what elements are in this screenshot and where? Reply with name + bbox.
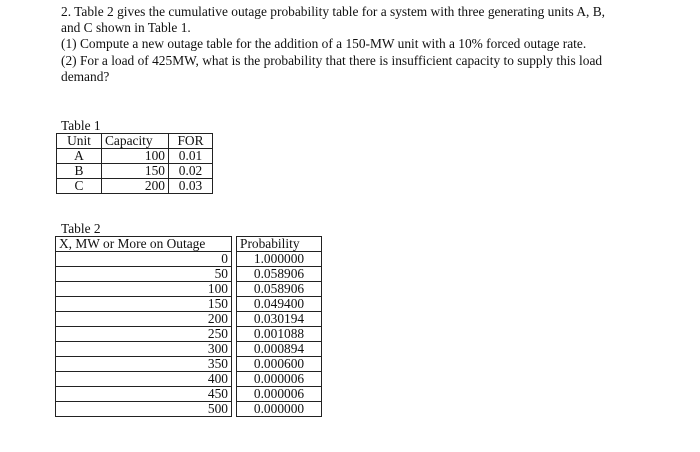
table2-cell-outage: 450 bbox=[56, 387, 232, 402]
table-row bbox=[56, 342, 322, 357]
table1-cell-capacity: 200 bbox=[102, 179, 169, 194]
table2-header-probability: Probability bbox=[237, 237, 322, 252]
table2-cell-probability: 0.000006 bbox=[237, 372, 322, 387]
table-row bbox=[56, 312, 322, 327]
table-row bbox=[56, 387, 322, 402]
table1-cell-for: 0.01 bbox=[169, 149, 213, 164]
table-row bbox=[56, 402, 322, 417]
table2-cell-probability: 0.049400 bbox=[237, 297, 322, 312]
table2-cell-outage: 0 bbox=[56, 252, 232, 267]
table2-cell-outage: 250 bbox=[56, 327, 232, 342]
table2-cell-outage: 300 bbox=[56, 342, 232, 357]
table1-header-row bbox=[57, 134, 213, 149]
table2-cell-probability: 0.058906 bbox=[237, 267, 322, 282]
table-row bbox=[56, 327, 322, 342]
table1-cell-unit: A bbox=[57, 149, 102, 164]
table2-cell-outage: 150 bbox=[56, 297, 232, 312]
table1-cell-unit: C bbox=[57, 179, 102, 194]
table2-cell-outage: 350 bbox=[56, 357, 232, 372]
table2-header-row bbox=[56, 237, 322, 252]
table-row bbox=[56, 357, 322, 372]
table1-header-unit: Unit bbox=[57, 134, 102, 149]
table-row bbox=[57, 149, 213, 164]
table-1 bbox=[56, 133, 213, 194]
table2-cell-outage: 50 bbox=[56, 267, 232, 282]
table-row bbox=[56, 267, 322, 282]
table1-cell-for: 0.03 bbox=[169, 179, 213, 194]
table2-cell-outage: 500 bbox=[56, 402, 232, 417]
table2-cell-probability: 0.058906 bbox=[237, 282, 322, 297]
table2-cell-probability: 1.000000 bbox=[237, 252, 322, 267]
table-row bbox=[56, 297, 322, 312]
table2-caption: Table 2 bbox=[61, 221, 101, 236]
table1-header-capacity: Capacity bbox=[102, 134, 169, 149]
table2-cell-probability: 0.000000 bbox=[237, 402, 322, 417]
table2-cell-probability: 0.000894 bbox=[237, 342, 322, 357]
table2-cell-probability: 0.030194 bbox=[237, 312, 322, 327]
table2-cell-probability: 0.000006 bbox=[237, 387, 322, 402]
table-row bbox=[57, 179, 213, 194]
table1-cell-for: 0.02 bbox=[169, 164, 213, 179]
problem-part-2: (2) For a load of 425MW, what is the probability that there is insufficient capacity to supply this load demand? bbox=[61, 52, 603, 84]
table1-header-for: FOR bbox=[169, 134, 213, 149]
table-row bbox=[56, 252, 322, 267]
table1-cell-capacity: 100 bbox=[102, 149, 169, 164]
table-row bbox=[56, 372, 322, 387]
table-2 bbox=[55, 236, 322, 417]
problem-statement bbox=[61, 4, 626, 85]
table2-cell-probability: 0.001088 bbox=[237, 327, 322, 342]
table1-cell-unit: B bbox=[57, 164, 102, 179]
table2-cell-outage: 200 bbox=[56, 312, 232, 327]
problem-part-1: (1) Compute a new outage table for the addition of a 150-MW unit with a 10% forced outage rate. bbox=[61, 36, 587, 52]
table2-header-outage: X, MW or More on Outage bbox=[56, 237, 232, 252]
table1-cell-capacity: 150 bbox=[102, 164, 169, 179]
problem-intro: 2. Table 2 gives the cumulative outage probability table for a system with three generating units A, B, and C shown in Table 1. bbox=[61, 4, 605, 36]
table2-cell-outage: 400 bbox=[56, 372, 232, 387]
table-row bbox=[56, 282, 322, 297]
table2-cell-probability: 0.000600 bbox=[237, 357, 322, 372]
table-row bbox=[57, 164, 213, 179]
table1-caption: Table 1 bbox=[61, 118, 101, 133]
table2-cell-outage: 100 bbox=[56, 282, 232, 297]
